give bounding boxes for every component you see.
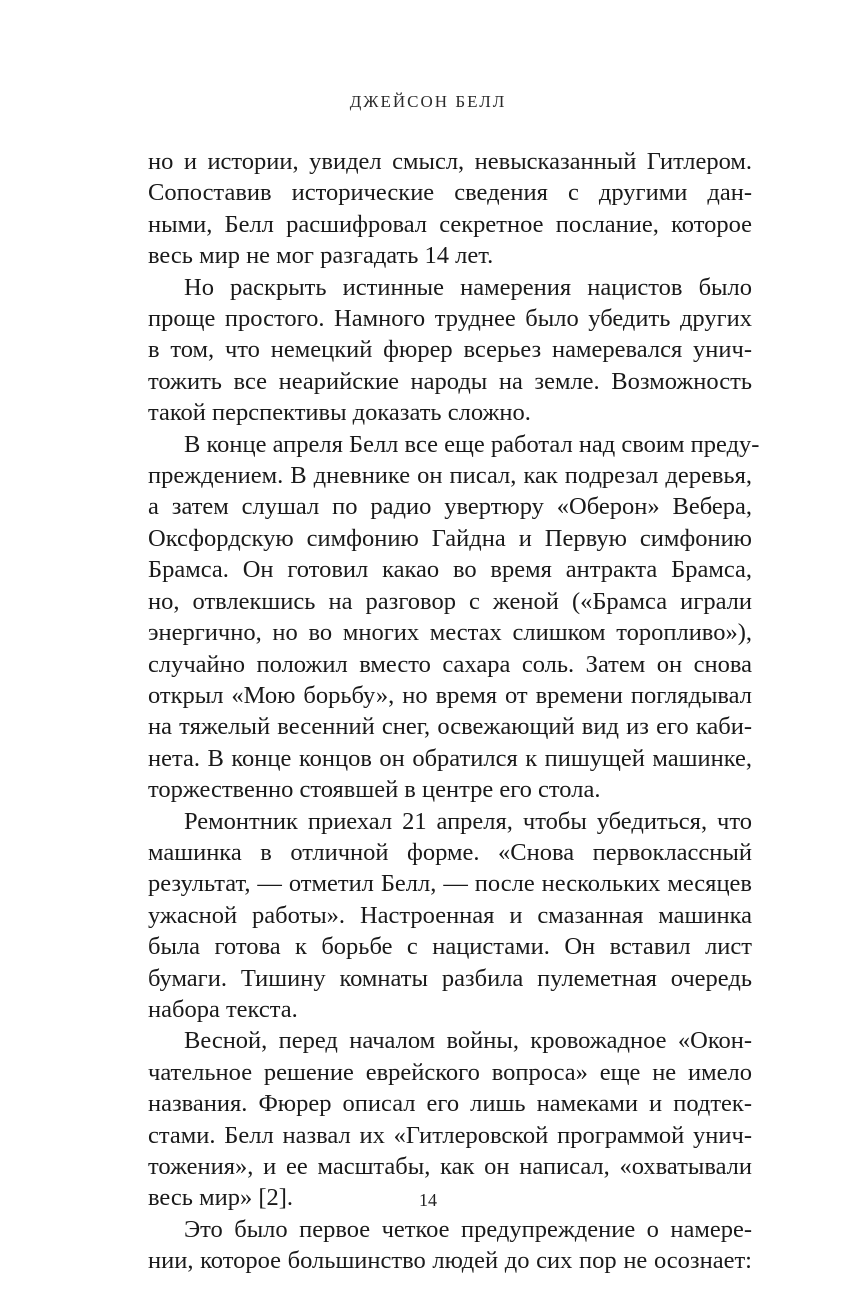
text-line: весь мир не мог разгадать 14 лет. — [148, 242, 494, 270]
paragraph-4 — [148, 806, 752, 1026]
text-line: случайно положил вместо сахара соль. Затем он снова — [148, 650, 752, 678]
text-line: набора текста. — [148, 995, 298, 1023]
text-line: тожить все неарийские народы на земле. Возможность — [148, 367, 752, 395]
text-line: нета. В конце концов он обратился к пишущей машинке, — [148, 744, 752, 772]
text-line: а затем слушал по радио увертюру «Оберон» Вебера, — [148, 493, 752, 521]
text-line: В конце апреля Белл все еще работал над своим преду- — [184, 430, 760, 458]
text-line: результат, — отметил Белл, — после нескольких месяцев — [148, 870, 752, 898]
text-line: ужасной работы». Настроенная и смазанная машинка — [148, 901, 752, 929]
text-line: Сопоставив исторические сведения с другими дан- — [148, 179, 752, 207]
text-line: тожения», и ее масштабы, как он написал, «охватывали — [148, 1153, 752, 1180]
text-line: но и истории, увидел смысл, невысказанный Гитлером. — [148, 148, 752, 175]
text-line: Оксфордскую симфонию Гайдна и Первую симфонию — [148, 524, 752, 552]
text-line: проще простого. Намного труднее было убедить других — [148, 305, 752, 333]
text-line: но, отвлекшись на разговор с женой («Брамса играли — [148, 587, 752, 615]
text-line: чательное решение еврейского вопроса» еще не имело — [148, 1058, 752, 1086]
text-line: Ремонтник приехал 21 апреля, чтобы убедиться, что — [184, 807, 752, 835]
text-line: Но раскрыть истинные намерения нацистов было — [184, 273, 752, 301]
page-number: 14 — [419, 1190, 437, 1210]
text-line: бумаги. Тишину комнаты разбила пулеметная очередь — [148, 964, 752, 992]
text-line: преждением. В дневнике он писал, как подрезал деревья, — [148, 462, 752, 490]
running-header: ДЖЕЙСОН БЕЛЛ — [349, 92, 507, 111]
text-line: машинка в отличной форме. «Снова первоклассный — [148, 838, 752, 866]
text-line: такой перспективы доказать сложно. — [148, 399, 531, 427]
body-text — [148, 146, 760, 1277]
text-line: весь мир» [2]. — [148, 1184, 294, 1212]
paragraph-2 — [148, 272, 752, 429]
text-line: названия. Фюрер описал его лишь намеками и подтек- — [148, 1090, 752, 1118]
paragraph-6 — [148, 1214, 752, 1277]
paragraph-5 — [148, 1025, 752, 1213]
text-line: стами. Белл назвал их «Гитлеровской программой унич- — [148, 1121, 752, 1149]
text-line: нии, которое большинство людей до сих пор не осознает: — [148, 1247, 752, 1275]
text-line: Это было первое четкое предупреждение о намере- — [184, 1215, 752, 1243]
text-line: торжественно стоявшей в центре его стола. — [148, 776, 601, 804]
text-line: Брамса. Он готовил какао во время антракта Брамса, — [148, 556, 752, 584]
text-line: ными, Белл расшифровал секретное послание, которое — [148, 210, 752, 238]
paragraph-1 — [148, 146, 752, 272]
text-line: открыл «Мою борьбу», но время от времени поглядывал — [148, 681, 752, 709]
text-line: энергично, но во многих местах слишком торопливо»), — [148, 619, 752, 647]
paragraph-3 — [148, 429, 760, 806]
text-line: на тяжелый весенний снег, освежающий вид из его каби- — [148, 713, 752, 741]
text-line: в том, что немецкий фюрер всерьез намеревался унич- — [148, 336, 752, 364]
text-line: Весной, перед началом войны, кровожадное «Окон- — [184, 1027, 752, 1055]
text-line: была готова к борьбе с нацистами. Он вставил лист — [148, 933, 752, 961]
